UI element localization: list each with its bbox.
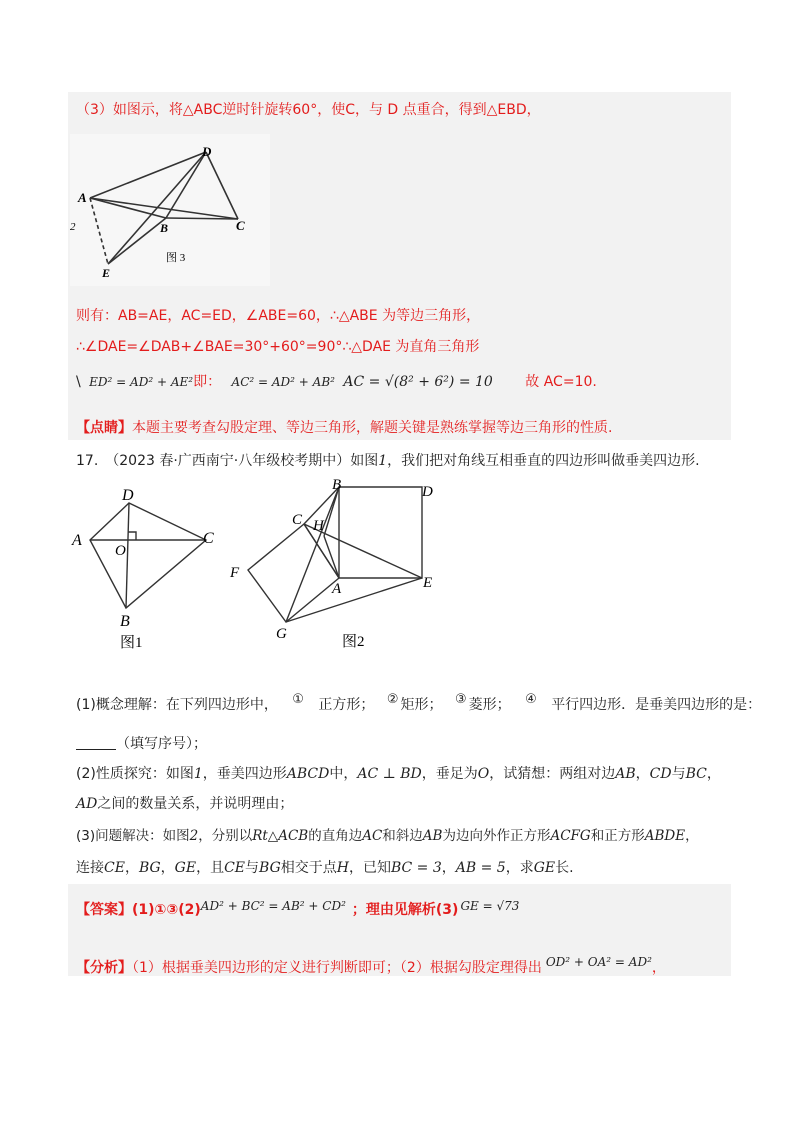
p3-fig: 2 [189,828,199,844]
p2-o: O [477,766,490,782]
solution-equation-line [76,372,597,392]
p3-ge2: GE [533,860,556,876]
p3-p: ，求 [505,860,534,876]
fig2-label-C: C [292,512,303,528]
fig2-label-A: A [332,581,342,597]
p3-abde: ABDE [644,828,686,844]
p3-hh: H [336,860,349,876]
p3-o: ， [441,860,456,876]
p2-c: 中， [329,766,358,782]
p3-h: 连接 [76,860,104,876]
eq-ji: 即： [193,374,222,390]
p2-ab: AB [615,766,636,782]
q17-part3-line2 [76,858,574,878]
q17-part2-line1 [76,764,721,784]
p3-q: 长. [555,860,574,876]
p3-bg2: BG [259,860,281,876]
fig1-label-C: C [203,530,214,547]
p2-a: (2)性质探究：如图 [76,766,194,782]
option-3-text: 菱形； [468,697,511,713]
p1-intro: (1)概念理解：在下列四边形中， [76,697,278,713]
analysis-end: ， [651,960,666,976]
q17-head: 17. （2023 春·广西南宁·八年级校考期中）如图 [76,453,379,469]
eq-ac-squared: AC² = AD² + AB² [231,375,335,389]
option-4-mark: ④ [525,692,537,707]
fig2-caption: 图2 [342,634,365,650]
p3-f: 和正方形 [590,828,645,844]
p3-ab: AB [422,828,443,844]
p3-ac: AC [362,828,383,844]
p3-rt: Rt△ACB [252,828,309,844]
q17-head-fig: 1 [378,453,388,469]
p3-a: (3)问题解决：如图 [76,828,190,844]
p3-j: ， [160,860,175,876]
solution-line-right-triangle: ∴∠DAE=∠DAB+∠BAE=30°+60°=90°∴△DAE 为直角三角形 [76,339,480,355]
fig3-edge-mark: 2 [70,221,76,233]
p2-cd: CD [649,766,672,782]
option-2-mark: ② [386,692,399,707]
p3-d: 和斜边 [382,828,423,844]
analysis-line [76,952,666,978]
p2-perp: AC ⊥ BD [357,766,422,782]
fig2-label-H: H [313,518,324,534]
p2-d: ，垂足为 [421,766,478,782]
figure-1 [66,480,236,650]
fig3-caption: 图 3 [166,252,186,264]
fig2-label-G: G [276,626,287,642]
solution-part3-line: （3）如图示，将△ABC逆时针旋转60°，使C，与 D 点重合，得到△EBD， [76,102,541,118]
fig3-label-A: A [78,190,87,205]
option-2-text: 矩形； [400,697,443,713]
p3-l: 与 [245,860,260,876]
p3-ce: CE [104,860,125,876]
answer-ge: GE = √73 [460,899,520,913]
p2-bc: BC [685,766,707,782]
eq-prefix: \ [76,374,81,390]
fig1-label-O: O [115,543,126,559]
fig2-label-F: F [230,565,240,581]
solution-line-equilateral: 则有：AB=AE，AC=ED，∠ABE=60，∴△ABE 为等边三角形， [76,308,481,324]
p2-e: ，试猜想：两组对边 [489,766,616,782]
answer-reason: ；理由见解析(3) [351,902,459,918]
p2-f: ， [635,766,650,782]
option-3-mark: ③ [454,692,467,707]
q17-part1-blank-line [76,734,207,754]
p1-blank-hint: （填写序号）； [116,736,207,752]
option-1-mark: ① [292,692,304,707]
p2-ad: AD [76,796,98,812]
analysis-equation: OD² + OA² = AD² [545,955,652,969]
eq-ac-value: AC = √(8² + 6²) = 10 [343,374,493,390]
fig3-label-D: D [202,144,212,159]
answer-line [76,896,519,920]
p3-bc3: BC = 3 [390,860,442,876]
fig1-caption: 图1 [120,635,143,650]
p2-g: 与 [671,766,686,782]
p3-c: 的直角边 [308,828,363,844]
p3-ge: GE [174,860,197,876]
option-1-text: 正方形； [318,697,375,713]
analysis-tag: 【分析】 [76,960,132,976]
option-4-text: 平行四边形．是垂美四边形的是： [551,697,762,713]
q17-part1 [76,690,761,715]
p3-k: ，且 [196,860,225,876]
fig1-label-D: D [122,487,134,504]
q17-part3-line1 [76,826,699,846]
fig3-label-B: B [160,221,169,235]
p2-b: ，垂美四边形 [202,766,287,782]
answer-part1: (1)①③(2) [132,902,201,918]
q17-heading [76,451,700,471]
eq-conclusion: 故 AC=10. [525,374,597,390]
p3-acfg: ACFG [550,828,591,844]
eq-ed-squared: ED² = AD² + AE² [89,375,194,389]
p3-n: ，已知 [348,860,391,876]
fig3-label-E: E [102,266,111,280]
fig3-label-C: C [236,218,245,233]
fig1-label-A: A [72,532,82,549]
p3-e: 为边向外作正方形 [442,828,551,844]
q17-head-rest: ，我们把对角线互相垂直的四边形叫做垂美四边形. [387,453,700,469]
p2-h: ， [706,766,721,782]
p3-bg: BG [138,860,161,876]
fig2-label-B: B [332,477,342,493]
p2-fig: 1 [193,766,203,782]
p3-g: ， [685,828,699,844]
fig1-label-B: B [120,613,130,630]
dianjing-line [76,418,612,438]
figure-2 [226,470,450,650]
dianjing-text: 本题主要考查勾股定理、等边三角形，解题关键是熟练掌握等边三角形的性质. [132,420,613,436]
q17-part2-line2 [76,794,293,814]
dianjing-tag: 【点睛】 [76,420,132,436]
figure-3 [70,134,270,286]
p2-abcd: ABCD [286,766,330,782]
answer-equation: AD² + BC² = AB² + CD² [200,899,346,913]
analysis-text: （1）根据垂美四边形的定义进行判断即可；（2）根据勾股定理得出 [132,960,542,976]
answer-blank[interactable] [76,735,116,750]
p3-ab5: AB = 5 [455,860,506,876]
p3-m: 相交于点 [280,860,337,876]
p3-i: ， [124,860,139,876]
p2-i: 之间的数量关系，并说明理由； [97,796,294,812]
p3-ce2: CE [224,860,246,876]
answer-tag: 【答案】 [76,902,132,918]
p3-b: ，分别以 [198,828,253,844]
fig2-label-D: D [422,484,433,500]
fig2-label-E: E [423,575,433,591]
